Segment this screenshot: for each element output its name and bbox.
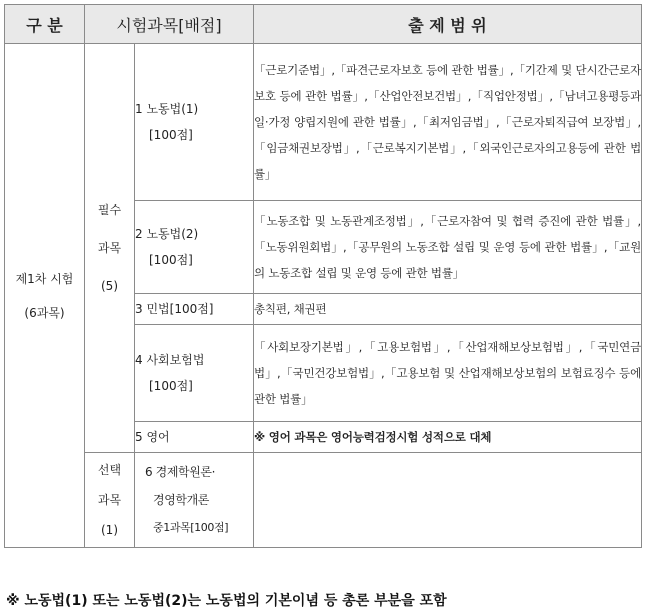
exam-name: 제1차 시험 xyxy=(15,271,74,286)
subject-cell xyxy=(135,294,254,325)
scope-cell: 「노동조합 및 노동관계조정법」,「근로자참여 및 협력 증진에 관한 법률」,「노동위원회법」,「공무원의 노동조합 설립 및 운영 등에 관한 법률」,「교원의 노동조합 설립 및 운영 등에 관한 법률」 xyxy=(254,201,642,294)
required-count: (5) xyxy=(101,279,118,293)
elective-category-cell xyxy=(85,453,135,548)
table-row xyxy=(5,44,642,201)
footnote: ※ 노동법(1) 또는 노동법(2)는 노동법의 기본이념 등 총론 부분을 포함 xyxy=(6,593,447,609)
exam-count: (6과목) xyxy=(24,305,65,320)
subject-name: 5 영어 xyxy=(135,430,170,444)
subject-cell xyxy=(135,201,254,294)
subject-cell xyxy=(135,325,254,422)
subject-name: 4 사회보험법 xyxy=(135,353,205,367)
elective-subject-line-1: 6 경제학원론· xyxy=(145,465,216,479)
subject-cell xyxy=(135,44,254,201)
elective-subject-line-3: 중1과목[100점] xyxy=(153,521,229,534)
subject-name: 2 노동법(2) xyxy=(135,227,199,241)
exam-category-cell xyxy=(5,44,85,548)
scope-cell: 총칙편, 채권편 xyxy=(254,294,642,325)
required-label-1: 필수 xyxy=(97,203,122,217)
elective-subject-cell xyxy=(135,453,254,548)
exam-subject-table xyxy=(4,4,642,548)
elective-label-2: 과목 xyxy=(97,493,122,507)
required-label-2: 과목 xyxy=(97,241,122,255)
subject-score: [100점] xyxy=(149,379,193,393)
scope-cell: 「사회보장기본법」,「고용보험법」,「산업재해보상보험법」,「국민연금법」,「국민건강보험법」,「고용보험 및 산업재해보상보험의 보험료징수 등에 관한 법률」 xyxy=(254,325,642,422)
scope-cell: ※ 영어 과목은 영어능력검정시험 성적으로 대체 xyxy=(254,422,642,453)
subject-name: 3 민법[100점] xyxy=(135,302,214,316)
elective-scope-cell xyxy=(254,453,642,548)
table-header-row xyxy=(5,5,642,44)
subject-score: [100점] xyxy=(149,253,193,267)
required-category-cell xyxy=(85,44,135,453)
header-category: 구 분 xyxy=(5,5,85,44)
elective-count: (1) xyxy=(101,523,118,537)
elective-label-1: 선택 xyxy=(97,463,122,477)
subject-score: [100점] xyxy=(149,128,193,142)
elective-subject-line-2: 경영학개론 xyxy=(153,493,209,507)
scope-cell: 「근로기준법」,「파견근로자보호 등에 관한 법률」,「기간제 및 단시간근로자 보호 등에 관한 법률」,「산업안전보건법」,「직업안정법」,「남녀고용평등과 일·가정 양립지원에 관한 법률」,「최저임금법」,「근로자퇴직급여 보장법」,「임금채권보장법」,「근로복지기본법」,「외국인근로자의고용등에 관한 법률」 xyxy=(254,44,642,201)
table-row xyxy=(5,453,642,548)
subject-cell xyxy=(135,422,254,453)
subject-name: 1 노동법(1) xyxy=(135,102,199,116)
header-subject: 시험과목[배점] xyxy=(85,5,254,44)
header-scope: 출 제 범 위 xyxy=(254,5,642,44)
